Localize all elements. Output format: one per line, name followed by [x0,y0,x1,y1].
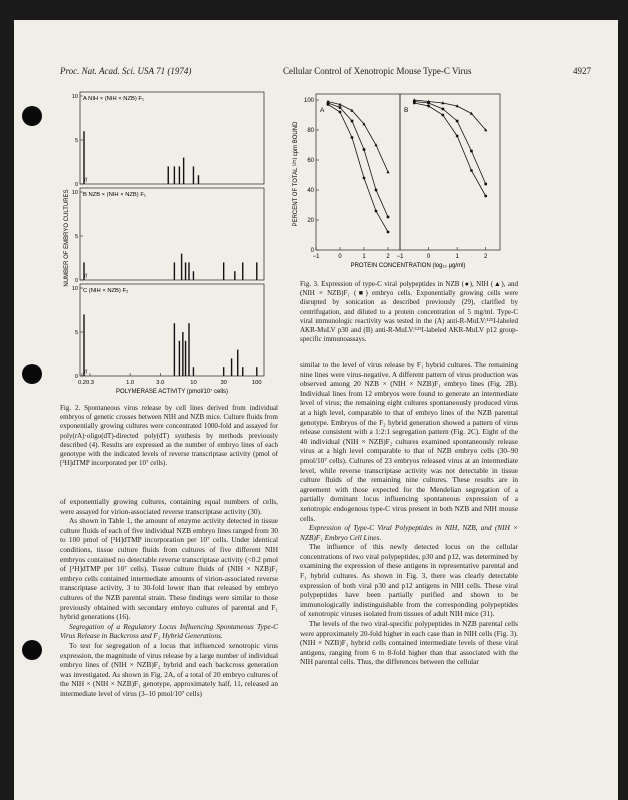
series-line [414,103,485,196]
x-tick-label: 100 [251,380,262,386]
y-tick-label: 0 [310,248,314,254]
figure-3-caption: Fig. 3. Expression of type-C viral polypeptides in NZB (●), NIH (▲), and (NIH × NZB)F₁ (■) embryo cells. Exponentially growing cells were disrupted by sonication as described previously (29), clarified by centrifugation, and diluted to a protein concentration of 5 mg/ml. Type-C viral immunologic reactivity was tested in the (A) anti-R-MuLV:¹²⁵I-labeled AKR-MuLV p30 and (B) anti-R-MuLV:¹²⁵I-labeled AKR-MuLV p12 group-specific immunoassays. [300,280,518,344]
x-axis-label: POLYMERASE ACTIVITY (pmol/10⁷ cells) [116,389,228,395]
binder-hole [22,106,42,126]
right-column-text [300,360,518,667]
x-tick-label: 30 [220,380,227,386]
panel-frame [80,284,264,376]
y-tick-label: 10 [71,190,78,196]
y-axis-label: PERCENT OF TOTAL ¹²⁵I cpm BOUND [293,121,299,227]
section-heading: Expression of Type-C Viral Polypeptides in NIH, NZB, and (NIH × NZB)F₁ Embryo Cell Lines. [300,523,518,542]
data-point [327,103,330,106]
y-tick-label: 0 [74,374,78,380]
journal-citation: Proc. Nat. Acad. Sci. USA 71 (1974) [60,66,192,76]
data-point [442,108,445,111]
series-line [328,103,388,217]
y-tick-label: 5 [74,138,78,144]
figure-3-line-chart [292,84,518,274]
panel-frame [80,188,264,280]
x-tick-label: 1 [455,254,459,260]
x-tick-label: 0 [338,254,342,260]
left-column-text [60,497,278,698]
x-tick-label: 0.2 [77,380,87,386]
binder-hole [22,640,42,660]
y-tick-label: 80 [307,128,314,134]
panel-frame [80,92,264,184]
data-point [456,135,459,138]
data-point [441,114,444,117]
page-number: 4927 [573,66,591,76]
figure-2-caption: Fig. 2. Spontaneous virus release by cell lines derived from individual embryos of genetic crosses between NIH and NZB mice. Culture fluids from exponentially growing cultures were concentrated 1000-fold and assayed for poly(rA)·oligo(dT)-directed poly(dT) synthesis by methods previously described (4). Results are expressed as the number of embryo lines of each genotype with the indicated levels of reverse transcriptase activity (pmol of [³H]dTMP incorporated per 10⁷ cells). [60,404,278,468]
paragraph: of exponentially growing cultures, containing equal numbers of cells, were assayed for virion-associated reverse transcriptase activity (30). [60,497,278,516]
x-tick-label: 2 [484,254,488,260]
data-point [484,195,487,198]
data-point [387,216,390,219]
x-tick-label: −1 [396,254,404,260]
paragraph: The influence of this newly detected locus on the cellular concentrations of two viral polypeptides, p30 and p12, was determined by examining the expression of these antigens in representative parental and F₁ hybrid cultures. As shown in Fig. 3, there was clearly detectable expression of both viral p30 and p12 antigens in NIH cells. These viral polypeptides have been partially purified and shown to be immunologically indistinguishable from the corresponding polypeptides of xenotropic viruses isolated from tissues of adult NIH mice (31). [300,542,518,619]
data-point [456,120,459,123]
x-tick-label: 1.0 [126,380,135,386]
paragraph: similar to the level of virus release by F₁ hybrid cultures. The remaining nine lines were virus-negative. A different pattern of virus production was observed among 20 NZB × (NIH × NZB)F₁ embryo lines (Fig. 2B). Individual lines from 12 embryos were found to generate an intermediate level of virus; the remaining eight cultures spontaneously produced virus at a high level, comparable to that of embryo lines of the NZB parental genotype. Embryos of the F₂ hybrid generation showed a pattern of virus release consistent with a 1:2:1 segregation pattern (Fig. 2C). Eight of the 40 individual (NIH × NZB)F₂ cultures examined spontaneously release virus at a high level comparable to that of NZB embryo cells (30–90 pmol/10⁷ cells). Cultures of 23 embryos released virus at an intermediate level, while reverse transcriptase activity was not detectable in tissue culture fluids of the remaining nine cultures. These results are in agreement with those expected for the Mendelian segregation of a partially dominant locus influencing spontaneous expression of a xenotropic endogenous type-C virus present in both NZB and NIH mouse cells. [300,360,518,523]
y-tick-label: 10 [71,286,78,292]
paragraph: The levels of the two viral-specific polypeptides in NZB parental cells were approximately 20-fold higher in each case than in NIH cells (Fig. 3). (NIH × NZB)F₁ hybrid cells contained intermediate levels of these viral antigens, ranging from 6 to 8-fold higher than that associated with the NIH parental cells. Thus, the differences between the cellular [300,619,518,667]
y-tick-label: 10 [71,94,78,100]
data-point [351,136,354,139]
y-tick-label: 0 [74,278,78,284]
data-point [484,183,487,186]
data-point [375,210,378,213]
figure-2-histogram [60,86,276,402]
x-tick-label: 3.0 [156,380,165,386]
data-point [339,106,342,109]
data-point [427,102,430,105]
binder-hole [22,364,42,384]
axis-break-mark: // [84,370,88,376]
data-point [339,111,342,114]
y-tick-label: 5 [74,330,78,336]
series-line [328,102,388,173]
data-point [386,170,389,173]
axis-break-mark: // [84,178,88,184]
panel-title: C (NIH × NZB) F₂ [83,288,129,294]
panel-title: B NZB × (NIH × NZB) F₁ [83,192,146,198]
section-heading: Segregation of a Regulatory Locus Influencing Spontaneous Type-C Virus Release in Backcross and F₂ Hybrid Generations. [60,621,278,641]
series-line [414,102,485,185]
panel-title: A NIH × (NIH × NZB) F₁ [83,96,144,102]
data-point [363,148,366,151]
y-axis-label: NUMBER OF EMBRYO CULTURES [64,189,70,287]
x-tick-label: 0 [426,254,431,260]
data-point [413,102,416,105]
panel-label: B [404,107,409,114]
y-tick-label: 5 [74,234,78,240]
data-point [351,120,354,123]
y-tick-label: 20 [307,218,314,224]
x-tick-label: 0.3 [85,380,95,386]
data-point [363,177,366,180]
y-tick-label: 100 [303,98,314,104]
x-tick-label: 10 [190,380,197,386]
data-point [387,231,390,234]
y-tick-label: 0 [74,182,78,188]
x-axis-label: PROTEIN CONCENTRATION (log₁₀ μg/ml) [350,263,466,269]
y-tick-label: 60 [307,158,314,164]
y-tick-label: 40 [307,188,314,194]
panel-frame [400,94,500,250]
x-tick-label: −1 [312,254,320,260]
running-title: Cellular Control of Xenotropic Mouse Type-C Virus [283,66,472,76]
data-point [470,150,473,153]
x-tick-label: 2 [386,254,390,260]
paragraph: To test for segregation of a locus that influenced xenotropic virus expression, the magnitude of virus release by a large number of individual embryo lines of (NIH × NZB)F₂ hybrid and each backcross generation was investigated. As shown in Fig. 2A, of a total of 20 embryo cultures of the NIH × (NIH × NZB)F₁ genotype, approximately half, 11, released an intermediate level of virus (3–10 pmol/10⁷ cells) [60,640,278,698]
paragraph: As shown in Table 1, the amount of enzyme activity detected in tissue culture fluids of each of five individual NZB embryo lines ranged from 30 to 100 pmol of [³H]dTMP incorporation per 10⁷ cells. Under identical conditions, tissue culture fluids from cultures of five different NIH embryos contained no detectable reverse transcriptase activity (<0.2 pmol of [³H]dTMP per 10⁷ cells). Tissue culture fluids of (NIH × NZB)F₁ embryo cells contained intermediate amounts of virion-associated reverse transcriptase activity, 3 to 30-fold lower than that released by embryo cultures of the NZB parental strain. These findings were similar to those previously obtained with secondary embryo cultures of parental and F₁ hybrid generations (16). [60,516,278,622]
data-point [470,169,473,172]
data-point [375,189,378,192]
axis-break-mark: // [84,274,88,280]
panel-label: A [320,107,325,114]
x-tick-label: 1 [362,254,366,260]
data-point [427,105,430,108]
series-line [328,105,388,233]
